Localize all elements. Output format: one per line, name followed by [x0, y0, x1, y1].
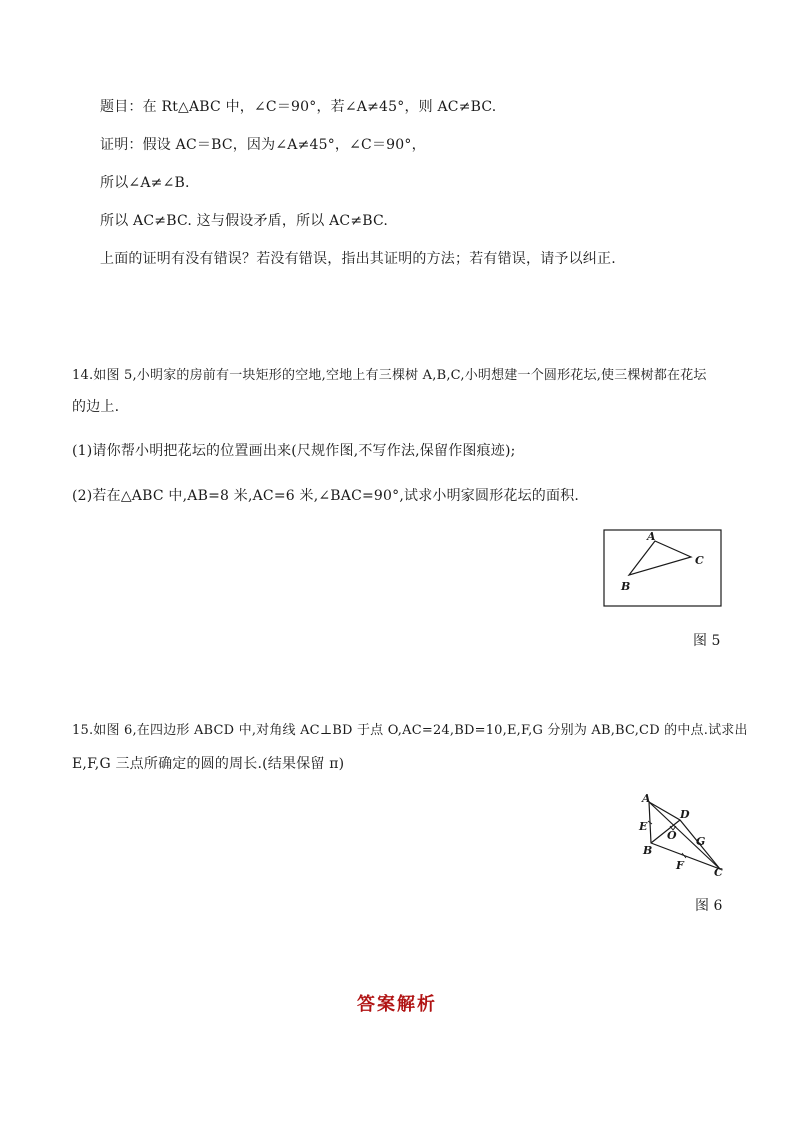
answer-section-title: 答案解析: [357, 994, 437, 1015]
figure-6: [632, 790, 732, 884]
figure-5-label-b: B: [621, 580, 631, 593]
problem15-line2: E,F,G 三点所确定的圆的周长.(结果保留 π): [72, 756, 345, 772]
problem13-line4: 所以 AC≠BC. 这与假设矛盾，所以 AC≠BC.: [100, 213, 389, 229]
problem13-line1: 题目：在 Rt△ABC 中，∠C＝90°，若∠A≠45°，则 AC≠BC.: [100, 99, 497, 115]
problem14-line2: 的边上.: [72, 399, 120, 415]
figure-6-label-a: A: [642, 792, 651, 805]
problem14-line1: 14.如图 5,小明家的房前有一块矩形的空地,空地上有三棵树 A,B,C,小明想建一个圆形花坛,使三棵树都在花坛: [72, 368, 707, 383]
problem14-line4: (2)若在△ABC 中,AB=8 米,AC=6 米,∠BAC=90°,试求小明家圆形花坛的面积.: [72, 488, 580, 504]
problem14-line3: (1)请你帮小明把花坛的位置画出来(尺规作图,不写作法,保留作图痕迹);: [72, 443, 516, 459]
figure-6-caption: 图 6: [695, 898, 723, 914]
figure-6-label-g: G: [696, 835, 706, 848]
figure-5-triangle: [629, 541, 691, 575]
figure-5-caption: 图 5: [693, 633, 721, 649]
figure-5-label-a: A: [647, 530, 656, 543]
figure-6-label-e: E: [639, 820, 648, 833]
figure-6-label-b: B: [643, 844, 653, 857]
figure-6-label-f: F: [676, 859, 684, 872]
figure-5: [603, 529, 723, 613]
figure-5-svg: [603, 529, 723, 609]
figure-6-label-o: O: [667, 829, 677, 842]
figure-6-label-c: C: [714, 866, 723, 879]
figure-6-svg: [632, 790, 732, 880]
figure-5-frame: [604, 530, 721, 606]
problem13-line2: 证明：假设 AC＝BC，因为∠A≠45°，∠C＝90°，: [100, 137, 426, 153]
problem13-line3: 所以∠A≠∠B.: [100, 175, 190, 191]
problem13-line5: 上面的证明有没有错误？若没有错误，指出其证明的方法；若有错误，请予以纠正.: [100, 251, 616, 267]
figure-6-label-d: D: [680, 808, 690, 821]
problem15-line1: 15.如图 6,在四边形 ABCD 中,对角线 AC⊥BD 于点 O,AC=24,BD=10,E,F,G 分别为 AB,BC,CD 的中点.试求出: [72, 723, 748, 738]
figure-5-label-c: C: [695, 554, 704, 567]
